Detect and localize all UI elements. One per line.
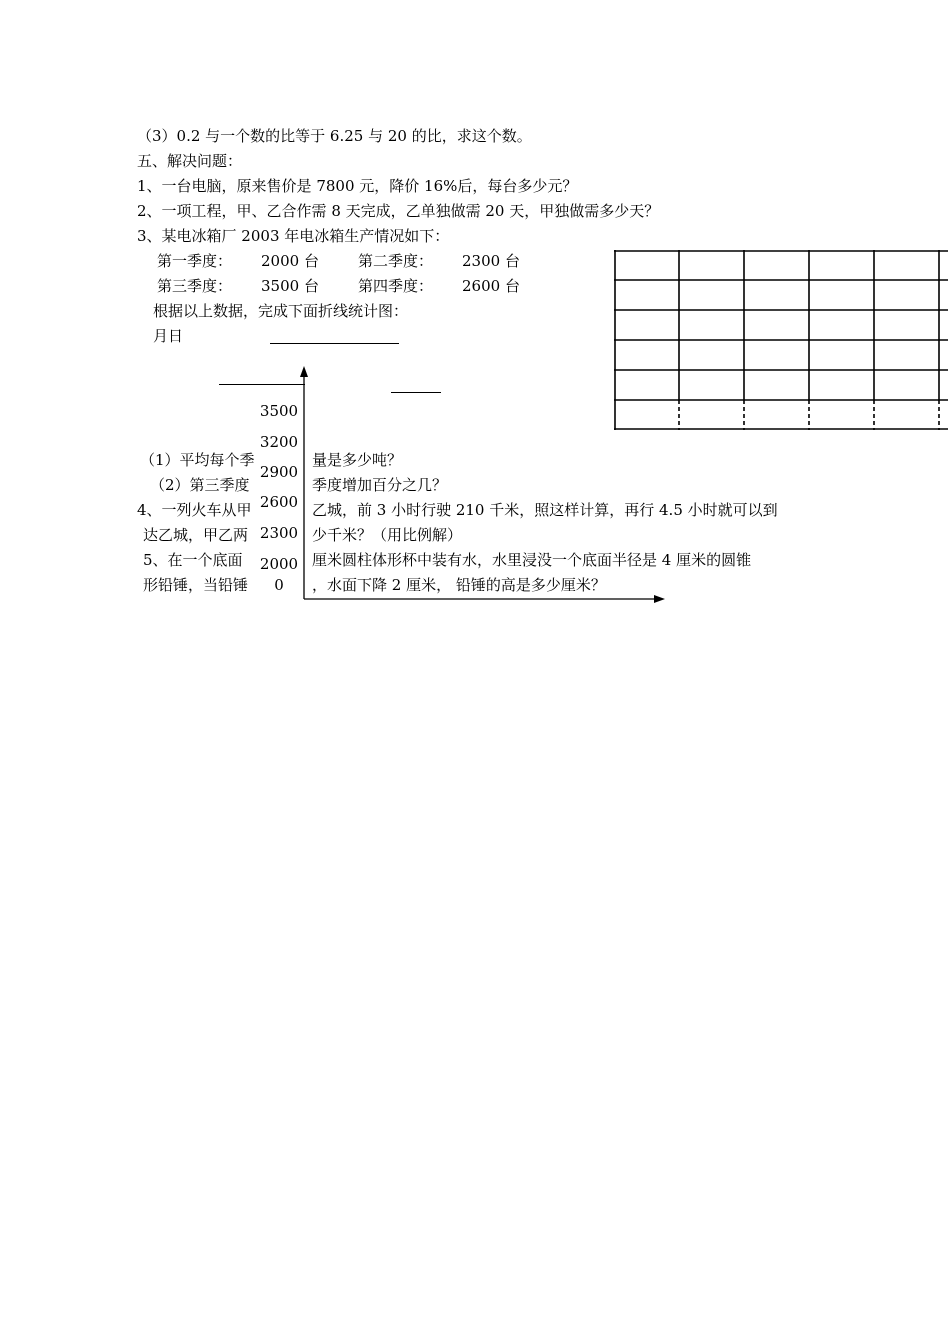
y-tick-label: 2300	[259, 524, 299, 542]
question-4-line-2: 达乙城，甲乙两	[143, 526, 249, 544]
blank-grid-table	[614, 250, 948, 430]
problem-3-3: （3）0.2 与一个数的比等于 6.25 与 20 的比，求这个数。	[137, 127, 532, 145]
quarter-3-label: 第三季度：	[157, 277, 233, 295]
quarter-3-value: 3500 台	[261, 277, 319, 295]
question-5-line-1-end: 厘米圆柱体形杯中装有水，水里浸没一个底面半径是 4 厘米的圆锥	[312, 551, 752, 569]
sub-question-2-end: 季度增加百分之几？	[312, 476, 448, 494]
title-blank-line	[270, 343, 399, 344]
question-3-intro: 3、某电冰箱厂 2003 年电冰箱生产情况如下：	[137, 227, 450, 245]
sub-question-1-end: 量是多少吨？	[312, 451, 403, 469]
question-4-line-2-end: 少千米？（用比例解）	[312, 526, 463, 544]
question-3-instruction: 根据以上数据，完成下面折线统计图：	[153, 302, 409, 320]
y-axis-arrow-icon	[300, 366, 308, 377]
quarter-4-value: 2600 台	[462, 277, 520, 295]
question-5-line-2-end: ，水面下降 2 厘米， 铅锤的高是多少厘米？	[312, 576, 606, 594]
y-tick-label: 0	[259, 575, 299, 595]
quarter-4-label: 第四季度：	[358, 277, 434, 295]
y-tick-label: 2600	[259, 493, 299, 511]
question-4-line-1: 4、一列火车从甲	[137, 501, 252, 519]
y-tick-label: 3200	[259, 433, 299, 451]
sub-question-2: （2）第三季度	[150, 476, 250, 494]
section-5-title: 五、解决问题：	[137, 152, 243, 170]
question-2: 2、一项工程，甲、乙合作需 8 天完成，乙单独做需 20 天，甲独做需多少天？	[137, 202, 660, 220]
quarter-1-label: 第一季度：	[157, 252, 233, 270]
quarter-1-value: 2000 台	[261, 252, 319, 270]
y-tick-label: 2900	[259, 463, 299, 481]
quarter-2-value: 2300 台	[462, 252, 520, 270]
question-5-line-1: 5、在一个底面	[143, 551, 243, 569]
quarter-2-label: 第二季度：	[358, 252, 434, 270]
month-day-label: 月日	[153, 327, 184, 345]
y-tick-label: 2000	[259, 555, 299, 573]
x-axis-arrow-icon	[654, 595, 665, 603]
question-1: 1、一台电脑，原来售价是 7800 元，降价 16%后，每台多少元？	[137, 177, 578, 195]
question-5-line-2: 形铅锤，当铅锤	[143, 576, 249, 594]
y-tick-label: 3500	[259, 402, 299, 420]
question-4-line-1-end: 乙城，前 3 小时行驶 210 千米，照这样计算，再行 4.5 小时就可以到	[312, 501, 778, 519]
sub-question-1: （1）平均每个季	[140, 451, 255, 469]
